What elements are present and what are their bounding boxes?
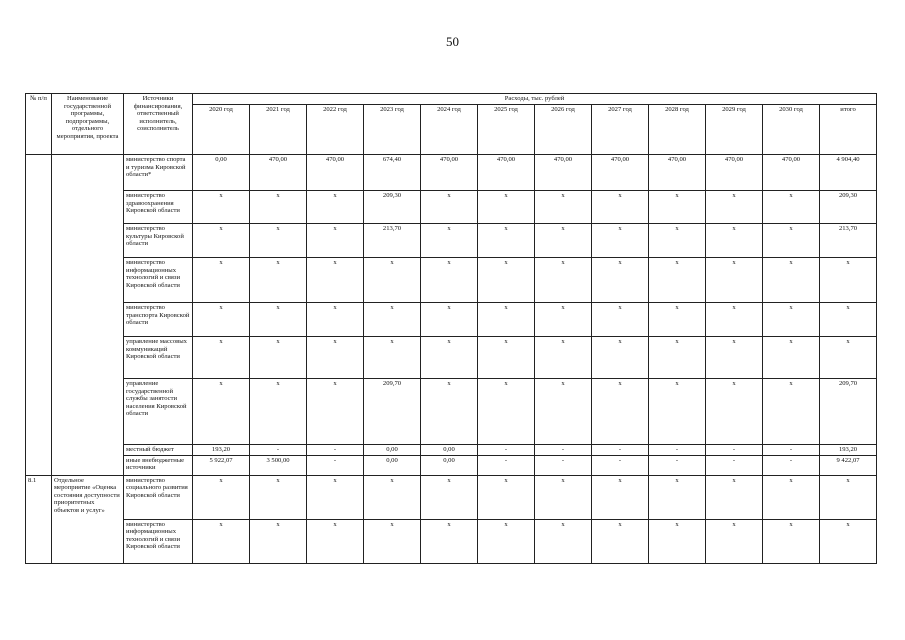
amount-cell: х — [706, 224, 763, 258]
amount-cell: х — [307, 519, 364, 563]
page-number: 50 — [446, 34, 459, 49]
funding-source-cell: министерство транспорта Кировской области — [124, 303, 193, 337]
amount-cell: х — [535, 258, 592, 303]
amount-cell: х — [250, 224, 307, 258]
amount-cell: - — [649, 445, 706, 456]
amount-cell: х — [592, 379, 649, 445]
amount-cell: х — [421, 258, 478, 303]
amount-cell: х — [307, 379, 364, 445]
amount-cell: х — [421, 519, 478, 563]
amount-cell: х — [193, 303, 250, 337]
amount-cell: 213,70 — [364, 224, 421, 258]
amount-cell: - — [478, 455, 535, 475]
header-year: 2021 год — [250, 105, 307, 155]
amount-cell: х — [307, 337, 364, 379]
amount-cell: х — [763, 379, 820, 445]
amount-cell: - — [592, 455, 649, 475]
amount-cell: х — [307, 258, 364, 303]
amount-cell: х — [706, 258, 763, 303]
amount-cell: 0,00 — [421, 445, 478, 456]
amount-cell: 470,00 — [706, 155, 763, 191]
amount-cell: х — [649, 303, 706, 337]
header-year: 2022 год — [307, 105, 364, 155]
amount-cell: х — [706, 337, 763, 379]
amount-cell: х — [820, 258, 877, 303]
amount-cell: х — [763, 303, 820, 337]
amount-cell: - — [706, 455, 763, 475]
amount-cell: 470,00 — [250, 155, 307, 191]
funding-source-cell: министерство культуры Кировской области — [124, 224, 193, 258]
amount-cell: х — [535, 519, 592, 563]
table-row — [26, 475, 877, 519]
amount-cell: 0,00 — [193, 155, 250, 191]
amount-cell: х — [535, 224, 592, 258]
header-year: 2027 год — [592, 105, 649, 155]
amount-cell: х — [250, 337, 307, 379]
funding-source-cell: управление массовых коммуникаций Кировской области — [124, 337, 193, 379]
amount-cell: 193,20 — [820, 445, 877, 456]
amount-cell: х — [535, 191, 592, 224]
amount-cell: 3 500,00 — [250, 455, 307, 475]
funding-source-cell: управление государственной службы занятости населения Кировской области — [124, 379, 193, 445]
amount-cell: 213,70 — [820, 224, 877, 258]
amount-cell: х — [250, 475, 307, 519]
amount-cell: х — [421, 337, 478, 379]
section-num-cell: 8.1 — [26, 475, 52, 563]
table-row — [26, 379, 877, 445]
amount-cell: х — [706, 379, 763, 445]
amount-cell: х — [763, 475, 820, 519]
amount-cell: 0,00 — [364, 445, 421, 456]
amount-cell: х — [649, 519, 706, 563]
amount-cell: х — [478, 475, 535, 519]
amount-cell: - — [307, 445, 364, 456]
amount-cell: х — [364, 258, 421, 303]
amount-cell: х — [478, 258, 535, 303]
table-row — [26, 191, 877, 224]
amount-cell: 5 922,07 — [193, 455, 250, 475]
amount-cell: х — [250, 258, 307, 303]
amount-cell: х — [649, 191, 706, 224]
amount-cell: х — [250, 379, 307, 445]
budget-table — [25, 93, 877, 564]
amount-cell: х — [706, 519, 763, 563]
amount-cell: 470,00 — [421, 155, 478, 191]
table-row — [26, 224, 877, 258]
table-row — [26, 337, 877, 379]
amount-cell: х — [364, 475, 421, 519]
amount-cell: х — [307, 224, 364, 258]
amount-cell: х — [307, 303, 364, 337]
table-row — [26, 445, 877, 456]
amount-cell: х — [421, 303, 478, 337]
funding-source-cell: министерство информационных технологий и связи Кировской области — [124, 519, 193, 563]
amount-cell: х — [706, 303, 763, 337]
table-row — [26, 519, 877, 563]
amount-cell: х — [364, 337, 421, 379]
funding-source-cell: министерство информационных технологий и связи Кировской области — [124, 258, 193, 303]
amount-cell: х — [421, 475, 478, 519]
amount-cell: - — [763, 445, 820, 456]
table-row — [26, 303, 877, 337]
header-source: Источники финансирования, ответственный исполнитель, соисполнитель — [124, 94, 193, 155]
amount-cell: х — [535, 337, 592, 379]
funding-source-cell: министерство спорта и туризма Кировской области* — [124, 155, 193, 191]
amount-cell: х — [307, 191, 364, 224]
amount-cell: - — [706, 445, 763, 456]
amount-cell: 209,30 — [364, 191, 421, 224]
amount-cell: х — [193, 224, 250, 258]
funding-source-cell: местный бюджет — [124, 445, 193, 456]
amount-cell: х — [649, 379, 706, 445]
amount-cell: х — [592, 475, 649, 519]
amount-cell: х — [193, 191, 250, 224]
amount-cell: х — [706, 191, 763, 224]
header-year: 2028 год — [649, 105, 706, 155]
amount-cell: х — [421, 379, 478, 445]
amount-cell: х — [478, 224, 535, 258]
section-name-cell: Отдельное мероприятие «Оценка состояния доступности приоритетных объектов и услуг» — [52, 475, 124, 563]
funding-source-cell: иные внебюджетные источники — [124, 455, 193, 475]
amount-cell: 470,00 — [535, 155, 592, 191]
amount-cell: х — [250, 303, 307, 337]
amount-cell: - — [763, 455, 820, 475]
amount-cell: х — [193, 379, 250, 445]
amount-cell: х — [535, 379, 592, 445]
amount-cell: х — [763, 224, 820, 258]
amount-cell: х — [478, 337, 535, 379]
header-year: 2020 год — [193, 105, 250, 155]
amount-cell: 9 422,07 — [820, 455, 877, 475]
amount-cell: х — [763, 337, 820, 379]
amount-cell: х — [592, 337, 649, 379]
amount-cell: х — [706, 475, 763, 519]
amount-cell: 470,00 — [478, 155, 535, 191]
amount-cell: х — [478, 519, 535, 563]
amount-cell: - — [649, 455, 706, 475]
header-year: 2030 год — [763, 105, 820, 155]
amount-cell: - — [535, 445, 592, 456]
amount-cell: х — [592, 191, 649, 224]
amount-cell: 0,00 — [421, 455, 478, 475]
amount-cell: х — [763, 258, 820, 303]
amount-cell: х — [307, 475, 364, 519]
header-row-main — [26, 94, 877, 105]
amount-cell: 209,70 — [820, 379, 877, 445]
amount-cell: 470,00 — [763, 155, 820, 191]
amount-cell: х — [478, 191, 535, 224]
amount-cell: х — [820, 475, 877, 519]
amount-cell: х — [820, 519, 877, 563]
amount-cell: х — [763, 191, 820, 224]
amount-cell: 470,00 — [592, 155, 649, 191]
amount-cell: х — [649, 258, 706, 303]
header-expenses: Расходы, тыс. рублей — [193, 94, 877, 105]
amount-cell: - — [478, 445, 535, 456]
table-row — [26, 455, 877, 475]
amount-cell: 4 904,40 — [820, 155, 877, 191]
amount-cell: 209,30 — [820, 191, 877, 224]
amount-cell: х — [478, 379, 535, 445]
amount-cell: х — [592, 258, 649, 303]
header-year: итого — [820, 105, 877, 155]
name-cell-empty — [52, 155, 124, 476]
header-year: 2023 год — [364, 105, 421, 155]
amount-cell: - — [307, 455, 364, 475]
header-num: № п/п — [26, 94, 52, 155]
funding-source-cell: министерство здравоохранения Кировской области — [124, 191, 193, 224]
amount-cell: х — [421, 224, 478, 258]
amount-cell: х — [820, 303, 877, 337]
amount-cell: х — [592, 303, 649, 337]
amount-cell: х — [535, 303, 592, 337]
amount-cell: х — [592, 224, 649, 258]
amount-cell: - — [592, 445, 649, 456]
amount-cell: х — [649, 224, 706, 258]
amount-cell: х — [820, 337, 877, 379]
amount-cell: 209,70 — [364, 379, 421, 445]
amount-cell: 193,20 — [193, 445, 250, 456]
amount-cell: х — [193, 475, 250, 519]
table-row — [26, 258, 877, 303]
amount-cell: х — [250, 191, 307, 224]
amount-cell: х — [478, 303, 535, 337]
header-name: Наименование государственной программы, подпрограммы, отдельного мероприятия, проекта — [52, 94, 124, 155]
amount-cell: х — [421, 191, 478, 224]
header-year: 2029 год — [706, 105, 763, 155]
amount-cell: х — [364, 519, 421, 563]
amount-cell: х — [250, 519, 307, 563]
amount-cell: х — [763, 519, 820, 563]
header-year: 2025 год — [478, 105, 535, 155]
amount-cell: - — [250, 445, 307, 456]
amount-cell: х — [535, 475, 592, 519]
amount-cell: - — [535, 455, 592, 475]
amount-cell: х — [364, 303, 421, 337]
amount-cell: 470,00 — [307, 155, 364, 191]
num-cell-empty — [26, 155, 52, 476]
funding-source-cell: министерство социального развития Кировской области — [124, 475, 193, 519]
amount-cell: х — [193, 258, 250, 303]
amount-cell: 470,00 — [649, 155, 706, 191]
table-row — [26, 155, 877, 191]
amount-cell: х — [193, 519, 250, 563]
amount-cell: 0,00 — [364, 455, 421, 475]
amount-cell: х — [649, 337, 706, 379]
header-year: 2024 год — [421, 105, 478, 155]
amount-cell: х — [592, 519, 649, 563]
amount-cell: х — [649, 475, 706, 519]
amount-cell: х — [193, 337, 250, 379]
amount-cell: 674,40 — [364, 155, 421, 191]
header-year: 2026 год — [535, 105, 592, 155]
